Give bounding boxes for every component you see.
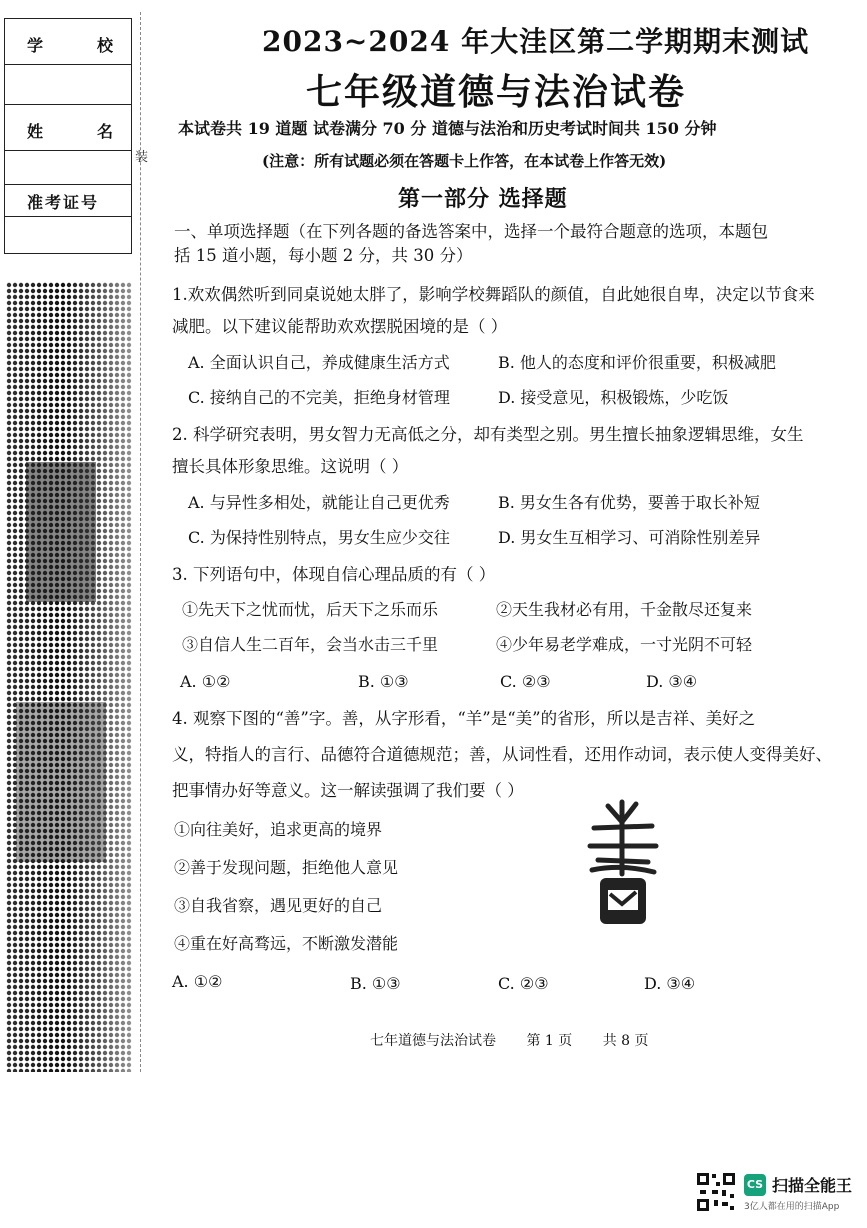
- q2-option-c: C. 为保持性别特点，男女生应少交往: [188, 528, 450, 547]
- q3-statement-1: ①先天下之忧而忧，后天下之乐而乐: [182, 600, 439, 619]
- q4-option-a: A. ①②: [172, 972, 223, 991]
- exam-id-row: [5, 185, 131, 217]
- camscanner-tagline: 3亿人都在用的扫描App: [744, 1202, 840, 1212]
- exam-subtitle: 七年级道德与法治试卷: [306, 71, 687, 113]
- q1-option-b: B. 他人的态度和评价很重要，积极减肥: [498, 353, 776, 372]
- q1-option-a: A. 全面认识自己，养成健康生活方式: [188, 353, 450, 372]
- q1-option-c: C. 接纳自己的不完美，拒绝身材管理: [188, 388, 450, 407]
- q3-option-a: A. ①②: [180, 672, 231, 691]
- blank-row-2: [5, 151, 131, 185]
- school-row: [5, 19, 131, 65]
- exam-title: 2023~2024 年大洼区第二学期期末测试: [262, 25, 810, 58]
- school-label-1: 学: [27, 36, 46, 55]
- q4-statement-2: ②善于发现问题，拒绝他人意见: [174, 858, 399, 877]
- page-footer: [370, 1030, 675, 1050]
- q2-stem-1: 2. 科学研究表明，男女智力无高低之分，却有类型之别。男生擅长抽象逻辑思维，女生: [172, 425, 804, 444]
- exam-meta: 本试卷共 19 道题 试卷满分 70 分 道德与法治和历史考试时间共 150 分钟: [178, 119, 717, 138]
- blank-row-3: [5, 217, 131, 255]
- q4-statement-3: ③自我省察，遇见更好的自己: [174, 896, 383, 915]
- name-label-1: 姓: [27, 122, 46, 141]
- q2-option-d: D. 男女生互相学习、可消除性别差异: [498, 528, 761, 547]
- q3-statement-2: ②天生我材必有用，千金散尽还复来: [496, 600, 753, 619]
- q3-statement-3: ③自信人生二百年，会当水击三千里: [182, 635, 439, 654]
- name-label-2: 名: [97, 122, 116, 141]
- q3-option-b: B. ①③: [358, 672, 409, 691]
- exam-id-label: 准考证号: [27, 193, 100, 212]
- q3-stem: 3. 下列语句中，体现自信心理品质的有（ ）: [172, 565, 496, 584]
- q1-stem-1: 1.欢欢偶然听到同桌说她太胖了，影响学校舞蹈队的颜值，自此她很自卑，决定以节食来: [172, 285, 815, 304]
- footer-exam-name: 七年道德与法治试卷: [370, 1033, 496, 1049]
- name-row: [5, 105, 131, 151]
- q2-option-b: B. 男女生各有优势，要善于取长补短: [498, 493, 760, 512]
- section-instruction-1: 一、单项选择题（在下列各题的备选答案中，选择一个最符合题意的选项，本题包: [174, 222, 768, 241]
- q1-stem-2: 减肥。以下建议能帮助欢欢摆脱困境的是（ ）: [172, 317, 508, 336]
- footer-total: 共 8 页: [602, 1033, 649, 1049]
- q4-option-c: C. ②③: [498, 974, 549, 993]
- q4-option-b: B. ①③: [350, 974, 401, 993]
- camscanner-logo-icon: CS: [744, 1174, 766, 1196]
- q4-statement-1: ①向往美好，追求更高的境界: [174, 820, 383, 839]
- footer-page: 第 1 页: [526, 1033, 573, 1049]
- student-info-table: [4, 18, 132, 254]
- q4-option-d: D. ③④: [644, 974, 696, 993]
- q3-option-c: C. ②③: [500, 672, 551, 691]
- blank-row-1: [5, 65, 131, 105]
- q2-stem-2: 擅长具体形象思维。这说明（ ）: [172, 457, 409, 476]
- q3-option-d: D. ③④: [646, 672, 698, 691]
- q2-option-a: A. 与异性多相处，就能让自己更优秀: [188, 493, 450, 512]
- q4-stem-1: 4. 观察下图的“善”字。善，从字形看，“羊”是“美”的省形，所以是吉祥、美好之: [172, 709, 756, 728]
- binding-mark: 装: [135, 150, 149, 165]
- section-instruction-2: 括 15 道小题，每小题 2 分，共 30 分）: [174, 246, 473, 265]
- qr-code-icon: [696, 1172, 736, 1212]
- camscanner-app-name: 扫描全能王: [772, 1176, 853, 1195]
- school-label-2: 校: [97, 36, 116, 55]
- q4-stem-3: 把事情办好等意义。这一解读强调了我们要（ ）: [172, 781, 524, 800]
- q4-stem-2: 义，特指人的言行、品德符合道德规范；善，从词性看，还用作动词，表示使人变得美好、: [172, 745, 832, 764]
- exam-note: (注意：所有试题必须在答题卡上作答，在本试卷上作答无效): [262, 152, 667, 170]
- q3-statement-4: ④少年易老学难成，一寸光阴不可轻: [496, 635, 753, 654]
- scan-shadow-graphic: [6, 282, 132, 1072]
- q1-option-d: D. 接受意见，积极锻炼，少吃饭: [498, 388, 729, 407]
- q4-statement-4: ④重在好高骛远，不断激发潜能: [174, 934, 399, 953]
- ancient-shan-character-image: [582, 796, 664, 932]
- part-title: 第一部分 选择题: [398, 186, 568, 212]
- binding-cut-line: [140, 12, 141, 1072]
